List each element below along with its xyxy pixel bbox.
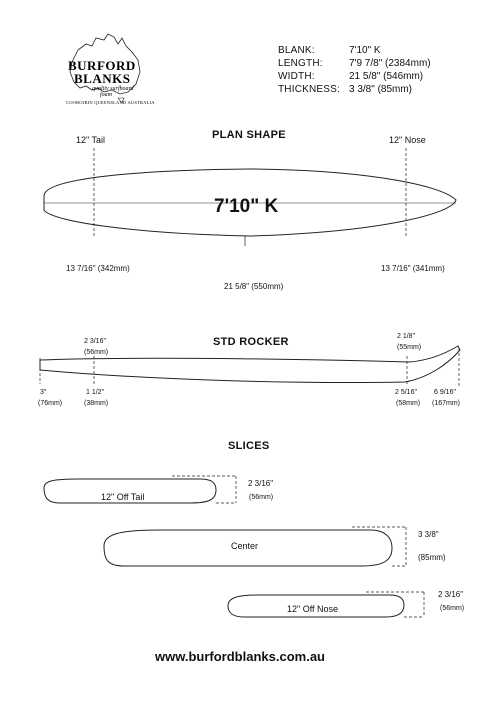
spec-length-label: LENGTH: <box>278 58 323 69</box>
rocker-nose-end-in: 6 9/16" <box>434 389 456 396</box>
spec-length-value: 7'9 7/8" (2384mm) <box>349 58 431 69</box>
slice-center-thick-mm: (85mm) <box>418 553 446 562</box>
rocker-tail-end-mm: (76mm) <box>38 400 63 407</box>
website-url: www.burfordblanks.com.au <box>155 649 325 664</box>
rocker-tail-end-in: 3" <box>40 389 47 396</box>
slice-center-thick-in: 3 3/8" <box>418 530 439 539</box>
plan-nose-width: 13 7/16" (341mm) <box>381 264 445 273</box>
plan-tail-width: 13 7/16" (342mm) <box>66 264 130 273</box>
rocker-tail-12-in: 1 1/2" <box>86 389 105 396</box>
rocker-title: STD ROCKER <box>213 336 289 348</box>
slices-title: SLICES <box>228 440 270 452</box>
logo-tagline1: quality surfboard <box>92 86 134 92</box>
spec-thickness-value: 3 3/8" (85mm) <box>349 84 413 95</box>
spec-thickness-label: THICKNESS: <box>278 84 341 95</box>
spec-blank-value: 7'10" K <box>349 45 381 56</box>
spec-width-label: WIDTH: <box>278 71 315 82</box>
spec-blank-label: BLANK: <box>278 45 315 56</box>
rocker-nose-top-mm: (55mm) <box>397 344 422 351</box>
slice-tail-label: 12" Off Tail <box>101 492 145 502</box>
slice-nose-label: 12" Off Nose <box>287 604 339 614</box>
logo-tagline2: foam <box>100 92 112 98</box>
spec-width-value: 21 5/8" (546mm) <box>349 71 424 82</box>
rocker-nose-top-in: 2 1/8" <box>397 333 416 340</box>
rocker-tail-top-in: 2 3/16" <box>84 338 106 345</box>
slice-center-label: Center <box>231 541 259 551</box>
logo-graphic <box>66 34 155 105</box>
plan-shape-title: PLAN SHAPE <box>212 129 286 141</box>
plan-center-width: 21 5/8" (550mm) <box>224 282 284 291</box>
rocker-nose-12-mm: (58mm) <box>396 400 421 407</box>
plan-model-label: 7'10" K <box>214 196 279 217</box>
logo-line2: BLANKS <box>74 71 131 86</box>
rocker-nose-12-in: 2 5/16" <box>395 389 417 396</box>
logo-footer: COOROIBIN QUEENSLAND AUSTRALIA <box>66 100 155 105</box>
rocker-tail-top-mm: (56mm) <box>84 349 109 356</box>
slice-tail-thick-mm: (56mm) <box>249 494 274 501</box>
plan-nose-label: 12" Nose <box>389 135 426 145</box>
logo-line1: BURFORD <box>68 58 136 73</box>
slice-nose-thick-mm: (56mm) <box>440 605 465 612</box>
slice-nose-thick-in: 2 3/16" <box>438 590 464 599</box>
plan-tail-label: 12" Tail <box>76 135 106 145</box>
rocker-nose-end-mm: (167mm) <box>432 400 461 407</box>
slice-tail-thick-in: 2 3/16" <box>248 479 274 488</box>
rocker-tail-12-mm: (38mm) <box>84 400 109 407</box>
